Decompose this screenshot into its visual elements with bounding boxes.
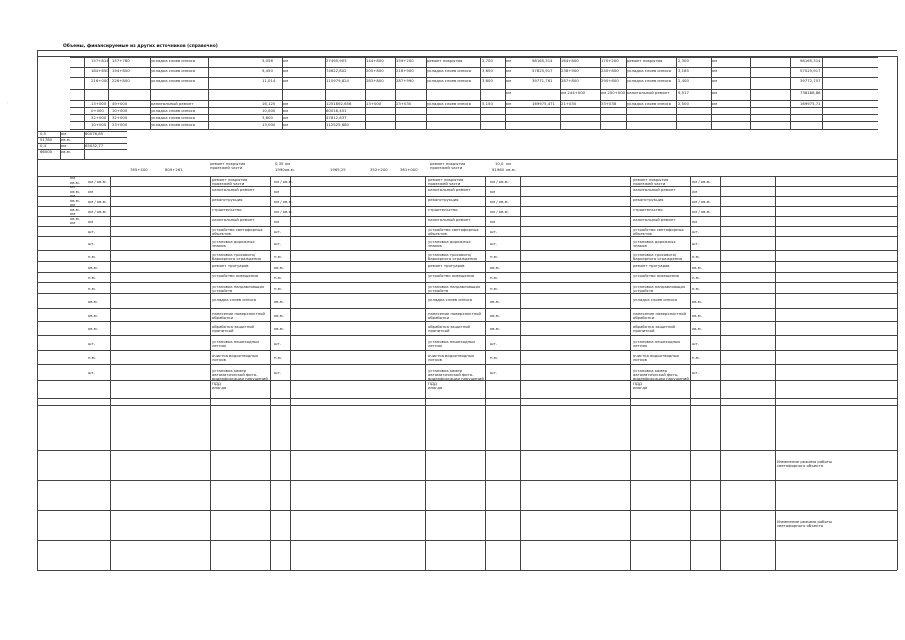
lower-row-rule	[37, 510, 897, 511]
row-unit-mid: шт.	[274, 370, 281, 375]
row-label-3: очистка водоотводных лотков	[633, 353, 680, 363]
left-unit: кв.м.	[70, 197, 80, 203]
row-unit-3: кв.м.	[692, 312, 702, 318]
top-cell-qty2: 2,700	[482, 57, 493, 63]
page-title: Объемы, финансируемые из других источников (справочно)	[63, 44, 218, 49]
top-cell-qty2: 3,650	[482, 67, 493, 73]
top-cell-f: 170+200	[601, 57, 619, 63]
total-unit: км	[61, 143, 67, 148]
top-cell-unit: км	[283, 100, 289, 106]
data-row-rule	[37, 282, 897, 283]
top-cell-c: 144+800	[366, 57, 384, 63]
summary-qty2: 10,0	[495, 161, 504, 166]
lower-row-rule	[37, 480, 897, 481]
left-unit: км	[70, 202, 76, 208]
summary-qty-b: 1990	[275, 167, 285, 172]
top-cell-qty: 11,014	[262, 77, 276, 83]
column-rule	[822, 57, 823, 129]
total-sum: 65032,77	[85, 143, 104, 148]
row-label-2: устройство освещения	[428, 273, 474, 278]
column-rule	[897, 176, 898, 570]
column-rule	[84, 57, 85, 129]
summary-c: 352+200	[370, 167, 388, 172]
row-label-3: установка тросового/барьерного ограждения	[633, 251, 683, 261]
top-cell-name: укладка слоев износа	[151, 57, 196, 63]
top-cell-qty: 10,000	[262, 107, 276, 113]
top-cell-f: 33+038	[601, 100, 617, 106]
top-cell-qty: 16,125	[262, 100, 276, 106]
row-unit-mid: кв.м.	[274, 298, 284, 304]
top-cell-qty: 3,056	[262, 57, 273, 63]
top-cell-name3: укладка слоев износа	[627, 100, 672, 106]
row-unit-mid: п.м.	[274, 285, 282, 291]
row-label: иногда	[212, 385, 227, 390]
summary-sum: 1965,25	[330, 167, 346, 172]
top-cell-qty3: 3,165	[678, 67, 689, 73]
row-label-3: установка дорожных знаков	[633, 239, 676, 249]
top-cell-sum3: 169975,71	[800, 100, 821, 106]
row-unit: п.м.	[88, 253, 96, 259]
row-label: установка тросового/барьерного ограждения	[212, 251, 262, 261]
top-cell-name: укладка слоев износа	[151, 77, 196, 83]
top-cell-unit2: км	[506, 100, 512, 106]
top-cell-name2: укладка слоев износа	[427, 100, 472, 106]
row-unit: км / кв.м.	[88, 199, 107, 204]
lower-row-rule	[37, 540, 897, 541]
row-unit-mid: км	[274, 219, 280, 224]
top-cell-e: 164+800	[561, 57, 579, 63]
top-cell-name: укладка слоев износа	[151, 107, 196, 113]
top-cell-b: 194+800	[112, 67, 130, 73]
lower-row-rule	[37, 450, 897, 451]
top-cell-name3: укладка слоев износа	[627, 77, 672, 83]
top-cell-a: 216+000	[91, 77, 109, 83]
data-row-rule	[37, 350, 897, 351]
total-unit: кв.м.	[61, 149, 71, 154]
row-label-2: укладка слоев износа	[428, 296, 473, 302]
row-unit: шт.	[88, 241, 95, 246]
row-label-3: строительство	[633, 207, 663, 212]
row-unit-mid: км / кв.м.	[274, 179, 293, 184]
row-unit: кв.м.	[88, 298, 98, 304]
row-label: укладка слоев износа	[212, 296, 257, 302]
row-unit-mid: кв.м.	[274, 264, 284, 270]
row-label: ремонт покрытия проезжей части	[212, 177, 248, 187]
top-cell-sum: 60016,451	[326, 107, 347, 113]
row-label-3: установка камер автоматической фото-видеофиксации нарушений ПДД	[633, 368, 689, 386]
top-cell-a: 0+000	[91, 107, 104, 113]
top-cell-sum: 47812,837	[326, 114, 347, 120]
row-label: капитальный ремонт	[212, 217, 255, 222]
row-label-2: капитальный ремонт	[428, 187, 471, 192]
top-cell-b: 226+800	[112, 77, 130, 83]
row-label: строительство	[212, 207, 242, 212]
column-rule	[790, 57, 791, 129]
row-unit-2: км	[490, 189, 496, 194]
top-cell-sum3: 39772,757	[800, 77, 821, 83]
row-unit-mid: шт.	[274, 340, 281, 346]
data-row-rule	[37, 250, 897, 251]
row-label-3: укладка слоев износа	[633, 296, 678, 302]
row-unit-mid: км	[274, 189, 280, 194]
row-unit-2: кв.м.	[490, 312, 500, 318]
top-cell-sum3: 57025,917	[800, 67, 821, 73]
top-cell-sum2: 169975,471	[532, 100, 555, 106]
row-unit-mid: км / кв.м.	[274, 199, 293, 204]
top-cell-qty3: 2,300	[678, 57, 689, 63]
row-unit: п.м.	[88, 355, 96, 360]
top-cell-unit: км	[283, 121, 289, 127]
row-unit-mid: кв.м.	[274, 326, 284, 331]
row-label: установка направляющих устройств	[212, 283, 265, 293]
row-unit: п.м.	[88, 285, 96, 291]
row-label: капитальный ремонт	[212, 187, 255, 192]
row-unit: км / кв.м.	[88, 209, 107, 214]
row-unit-3: км	[692, 219, 698, 224]
row-label-2: установка пешеходных летних	[428, 338, 476, 348]
row-unit-2: шт.	[490, 340, 497, 346]
row-label-2: установка тросового/барьерного ограждения	[428, 251, 478, 261]
top-cell-name3: капитальный ремонт	[627, 89, 670, 95]
row-unit-2: км / кв.м.	[490, 179, 509, 184]
top-cell-sum: 27495,903	[326, 57, 347, 63]
top-row-rule-3	[70, 89, 878, 90]
row-unit-mid: п.м.	[274, 275, 282, 280]
top-cell-name: укладка слоев износа	[151, 114, 196, 120]
top-cell-e: 21+030	[561, 100, 577, 106]
column-rule	[676, 57, 677, 129]
top-cell-e: 287+800	[561, 77, 579, 83]
summary-qty: 0,35	[275, 161, 284, 166]
summary-unit2: км	[506, 161, 512, 166]
top-cell-unit3: км	[712, 100, 718, 106]
row-unit-2: шт.	[490, 229, 497, 234]
data-row-rule	[37, 176, 897, 177]
row-unit-2: шт.	[490, 370, 497, 375]
row-unit-3: кв.м.	[692, 326, 702, 331]
top-cell-name3: ремонт покрытия	[627, 57, 663, 63]
summary-unit: км	[285, 161, 291, 166]
summary-from: 765+400	[130, 167, 148, 172]
row-unit-3: шт.	[692, 241, 699, 246]
top-cell-sum: 1251892,656	[326, 100, 352, 106]
row-unit-3: шт.	[692, 370, 699, 375]
row-label: установка пешеходных летних	[212, 338, 260, 348]
left-unit: км	[70, 184, 76, 190]
header-rule	[37, 50, 897, 51]
top-cell-name2: ремонт покрытия	[427, 57, 463, 63]
row-unit-2: кв.м.	[490, 298, 500, 304]
summary-name2: ремонт покрытия проезжей части	[430, 161, 466, 171]
row-unit-3: шт.	[692, 229, 699, 234]
top-cell-name: укладка слоев износа	[151, 67, 196, 73]
data-row-rule	[37, 335, 897, 336]
top-cell-unit2: км	[506, 57, 512, 63]
row-label-3: ремонт тротуаров	[633, 262, 670, 268]
summary-unit-b: кв.м.	[285, 167, 295, 172]
row-unit-2: шт.	[490, 241, 497, 246]
top-cell-unit2: км	[506, 77, 512, 83]
data-row-rule	[37, 308, 897, 309]
top-cell-unit2: км	[506, 67, 512, 73]
top-cell-unit: км	[283, 114, 289, 120]
left-unit: км	[70, 220, 76, 226]
total-unit: км	[61, 131, 67, 136]
row-label: нанесение поверхностной обработки	[212, 310, 265, 320]
summary-unit2-b: кв.м.	[506, 167, 516, 172]
row-unit-2: км / кв.м.	[490, 199, 509, 204]
column-rule	[480, 57, 481, 129]
row-label-2: обработка защитной пропиткой	[428, 324, 470, 334]
top-cell-d: 287+990	[396, 77, 414, 83]
row-unit: кв.м.	[88, 264, 98, 270]
row-label-2: строительство	[428, 207, 458, 212]
top-cell-f: 290+600	[601, 77, 619, 83]
row-unit: п.м.	[88, 275, 96, 280]
row-unit-2: км	[490, 219, 496, 224]
row-label: очистка водоотводных лотков	[212, 353, 259, 363]
row-unit: кв.м.	[88, 312, 98, 318]
summary-to: 809+261	[165, 167, 183, 172]
left-unit: кв.м.	[70, 179, 80, 185]
row-unit-mid: п.м.	[274, 355, 282, 360]
row-unit: шт.	[88, 370, 95, 375]
top-cell-unit3: км	[712, 57, 718, 63]
row-unit-3: км / кв.м.	[692, 179, 711, 184]
row-label-3: реконструкция	[633, 197, 664, 202]
data-row-rule	[37, 206, 897, 207]
top-cell-qty3: 9,517	[678, 89, 689, 95]
top-cell-c: 283+800	[366, 77, 384, 83]
top-cell-sum: 115979,824	[326, 77, 349, 83]
row-unit-2: п.м.	[490, 355, 498, 360]
top-cell-sum3: 98165,314	[800, 57, 821, 63]
data-row-rule	[37, 321, 897, 322]
row-label-3: устройство освещения	[633, 273, 679, 278]
note-2: Изменение режима работы светофорного объекта	[777, 519, 833, 529]
row-label-3: ремонт покрытия проезжей части	[633, 177, 669, 187]
row-label: установка дорожных знаков	[212, 239, 255, 249]
top-cell-name3: укладка слоев износа	[627, 67, 672, 73]
row-unit-3: кв.м.	[692, 264, 702, 270]
row-label-2: реконструкция	[428, 197, 459, 202]
total-rule	[37, 143, 127, 144]
left-unit: кв.м.	[70, 206, 80, 212]
top-cell-unit2: км	[506, 89, 512, 95]
top-cell-name2: укладка слоев износа	[427, 67, 472, 73]
row-label: ремонт тротуаров	[212, 262, 249, 268]
top-cell-sum2: 39771,761	[532, 77, 553, 83]
total-value: 0,5	[40, 131, 47, 136]
top-cell-qty3: 2,400	[678, 77, 689, 83]
row-label-3: обработка защитной пропиткой	[633, 324, 675, 334]
summary-d: 361+000	[400, 167, 418, 172]
summary-name: ремонт покрытия проезжей части	[210, 161, 246, 171]
top-cell-c: 13+000	[366, 100, 382, 106]
top-cell-sum: 112525,680	[326, 121, 349, 127]
top-cell-d: 159+200	[396, 57, 414, 63]
row-label-2: устройство светофорных объектов	[428, 227, 479, 237]
top-cell-name2: укладка слоев износа	[427, 77, 472, 83]
row-unit-3: п.м.	[692, 355, 700, 360]
top-cell-name: укладка слоев износа	[151, 121, 196, 127]
summary-qty2-b: 91960	[492, 167, 505, 172]
lower-row-rule	[37, 405, 897, 406]
row-unit: км / кв.м.	[88, 179, 107, 184]
row-label-2: установка направляющих устройств	[428, 283, 481, 293]
top-cell-b: 10+000	[112, 107, 128, 113]
total-value: 51780	[40, 137, 53, 142]
top-cell-b: 23+000	[112, 121, 128, 127]
top-cell-c: 205+800	[366, 67, 384, 73]
row-unit-3: км / кв.м.	[692, 209, 711, 214]
summary-rule	[37, 159, 897, 160]
row-label-3: устройство светофорных объектов	[633, 227, 684, 237]
top-cell-unit: км	[283, 107, 289, 113]
row-unit-2: кв.м.	[490, 326, 500, 331]
top-cell-qty: 3,600	[262, 114, 273, 120]
top-cell-b: 49+000	[112, 100, 128, 106]
note-1: Изменение режима работы светофорного объекта	[777, 459, 833, 469]
top-cell-name: капитальный ремонт	[151, 100, 194, 106]
row-unit-3: км	[692, 189, 698, 194]
top-cell-d: 216+900	[396, 67, 414, 73]
row-label-3: капитальный ремонт	[633, 217, 676, 222]
row-unit-3: п.м.	[692, 285, 700, 291]
left-unit: кв.м.	[70, 215, 80, 221]
row-unit-mid: кв.м.	[274, 312, 284, 318]
row-unit: кв.м.	[88, 326, 98, 331]
row-unit-2: п.м.	[490, 275, 498, 280]
row-label: устройство освещения	[212, 273, 258, 278]
top-cell-unit3: км	[712, 89, 718, 95]
total-value: 66000	[40, 149, 53, 154]
row-label-3: иногда	[633, 385, 648, 390]
row-label-2: иногда	[428, 385, 443, 390]
row-unit-2: п.м.	[490, 285, 498, 291]
top-cell-sum2: 98165,314	[532, 57, 553, 63]
row-label-3: установка направляющих устройств	[633, 283, 686, 293]
top-cell-qty: 9,450	[262, 67, 273, 73]
row-unit: км	[88, 189, 94, 194]
top-cell-qty3: 2,500	[678, 100, 689, 106]
row-unit-mid: шт.	[274, 241, 281, 246]
lower-row-rule	[37, 570, 897, 571]
left-unit: км	[70, 193, 76, 199]
row-unit-mid: шт.	[274, 229, 281, 234]
top-cell-e: 238+900	[561, 67, 579, 73]
left-unit: кв.м.	[70, 188, 80, 194]
row-unit: шт.	[88, 229, 95, 234]
row-label-2: очистка водоотводных лотков	[428, 353, 475, 363]
row-unit-3: км / кв.м.	[692, 199, 711, 204]
row-label-3: нанесение поверхностной обработки	[633, 310, 686, 320]
top-cell-unit3: км	[712, 77, 718, 83]
top-cell-unit3: км	[712, 67, 718, 73]
row-unit-mid: км / кв.м.	[274, 209, 293, 214]
row-label-3: капитальный ремонт	[633, 187, 676, 192]
row-unit-3: п.м.	[692, 275, 700, 280]
row-unit: шт.	[88, 340, 95, 346]
top-cell-qty2: 5,150	[482, 100, 493, 106]
data-row-rule	[37, 398, 897, 399]
top-cell-f: км 250+000	[601, 89, 626, 95]
top-cell-a: 157+814	[91, 57, 109, 63]
top-cell-sum: 74622,802	[326, 67, 347, 73]
row-label: обработка защитной пропиткой	[212, 324, 254, 334]
row-unit-mid: п.м.	[274, 253, 282, 259]
row-label-2: нанесение поверхностной обработки	[428, 310, 481, 320]
data-row-rule	[37, 293, 897, 294]
top-cell-a: 13+000	[91, 100, 107, 106]
row-unit-2: п.м.	[490, 253, 498, 259]
row-unit-3: п.м.	[692, 253, 700, 259]
column-rule	[750, 57, 751, 129]
top-cell-unit: км	[283, 77, 289, 83]
row-unit-2: км / кв.м.	[490, 209, 509, 214]
total-value: 0,4	[40, 143, 47, 148]
top-cell-a: 184+650	[91, 67, 109, 73]
top-cell-qty2: 3,600	[482, 77, 493, 83]
left-unit: км	[70, 211, 76, 217]
top-cell-unit: км	[283, 67, 289, 73]
row-unit-2: кв.м.	[490, 264, 500, 270]
margin-mark: ·	[7, 100, 9, 105]
row-label-3: установка пешеходных летних	[633, 338, 681, 348]
top-cell-e: км 244+000	[561, 89, 586, 95]
top-row-rule-8	[70, 129, 878, 130]
total-rule	[37, 131, 127, 132]
row-label: реконструкция	[212, 197, 243, 202]
row-label-2: ремонт покрытия проезжей части	[428, 177, 464, 187]
column-rule	[208, 57, 209, 129]
top-cell-d: 23+030	[396, 100, 412, 106]
top-cell-b: 32+000	[112, 114, 128, 120]
top-cell-qty: 13,000	[262, 121, 276, 127]
top-cell-sum2: 57825,917	[532, 67, 553, 73]
row-label: установка камер автоматической фото-видеофиксации нарушений ПДД	[212, 368, 268, 386]
row-label: устройство светофорных объектов	[212, 227, 263, 237]
row-unit-3: кв.м.	[692, 298, 702, 304]
top-cell-unit: км	[283, 57, 289, 63]
row-unit: км	[88, 219, 94, 224]
row-label-2: установка дорожных знаков	[428, 239, 471, 249]
row-unit-3: шт.	[692, 340, 699, 346]
total-unit: кв.м.	[61, 137, 71, 142]
left-unit: км	[70, 175, 76, 181]
data-row-rule	[37, 364, 897, 365]
top-cell-a: 10+000	[91, 121, 107, 127]
row-label-2: капитальный ремонт	[428, 217, 471, 222]
row-label-2: ремонт тротуаров	[428, 262, 465, 268]
top-cell-sum3: 738188,88	[800, 89, 821, 95]
data-row-rule	[37, 261, 897, 262]
top-cell-f: 240+800	[601, 67, 619, 73]
total-sum: 60076,85	[85, 131, 104, 136]
top-cell-a: 32+000	[91, 114, 107, 120]
top-cell-b: 157+780	[112, 57, 130, 63]
row-label-2: установка камер автоматической фото-видеофиксации нарушений ПДД	[428, 368, 484, 386]
